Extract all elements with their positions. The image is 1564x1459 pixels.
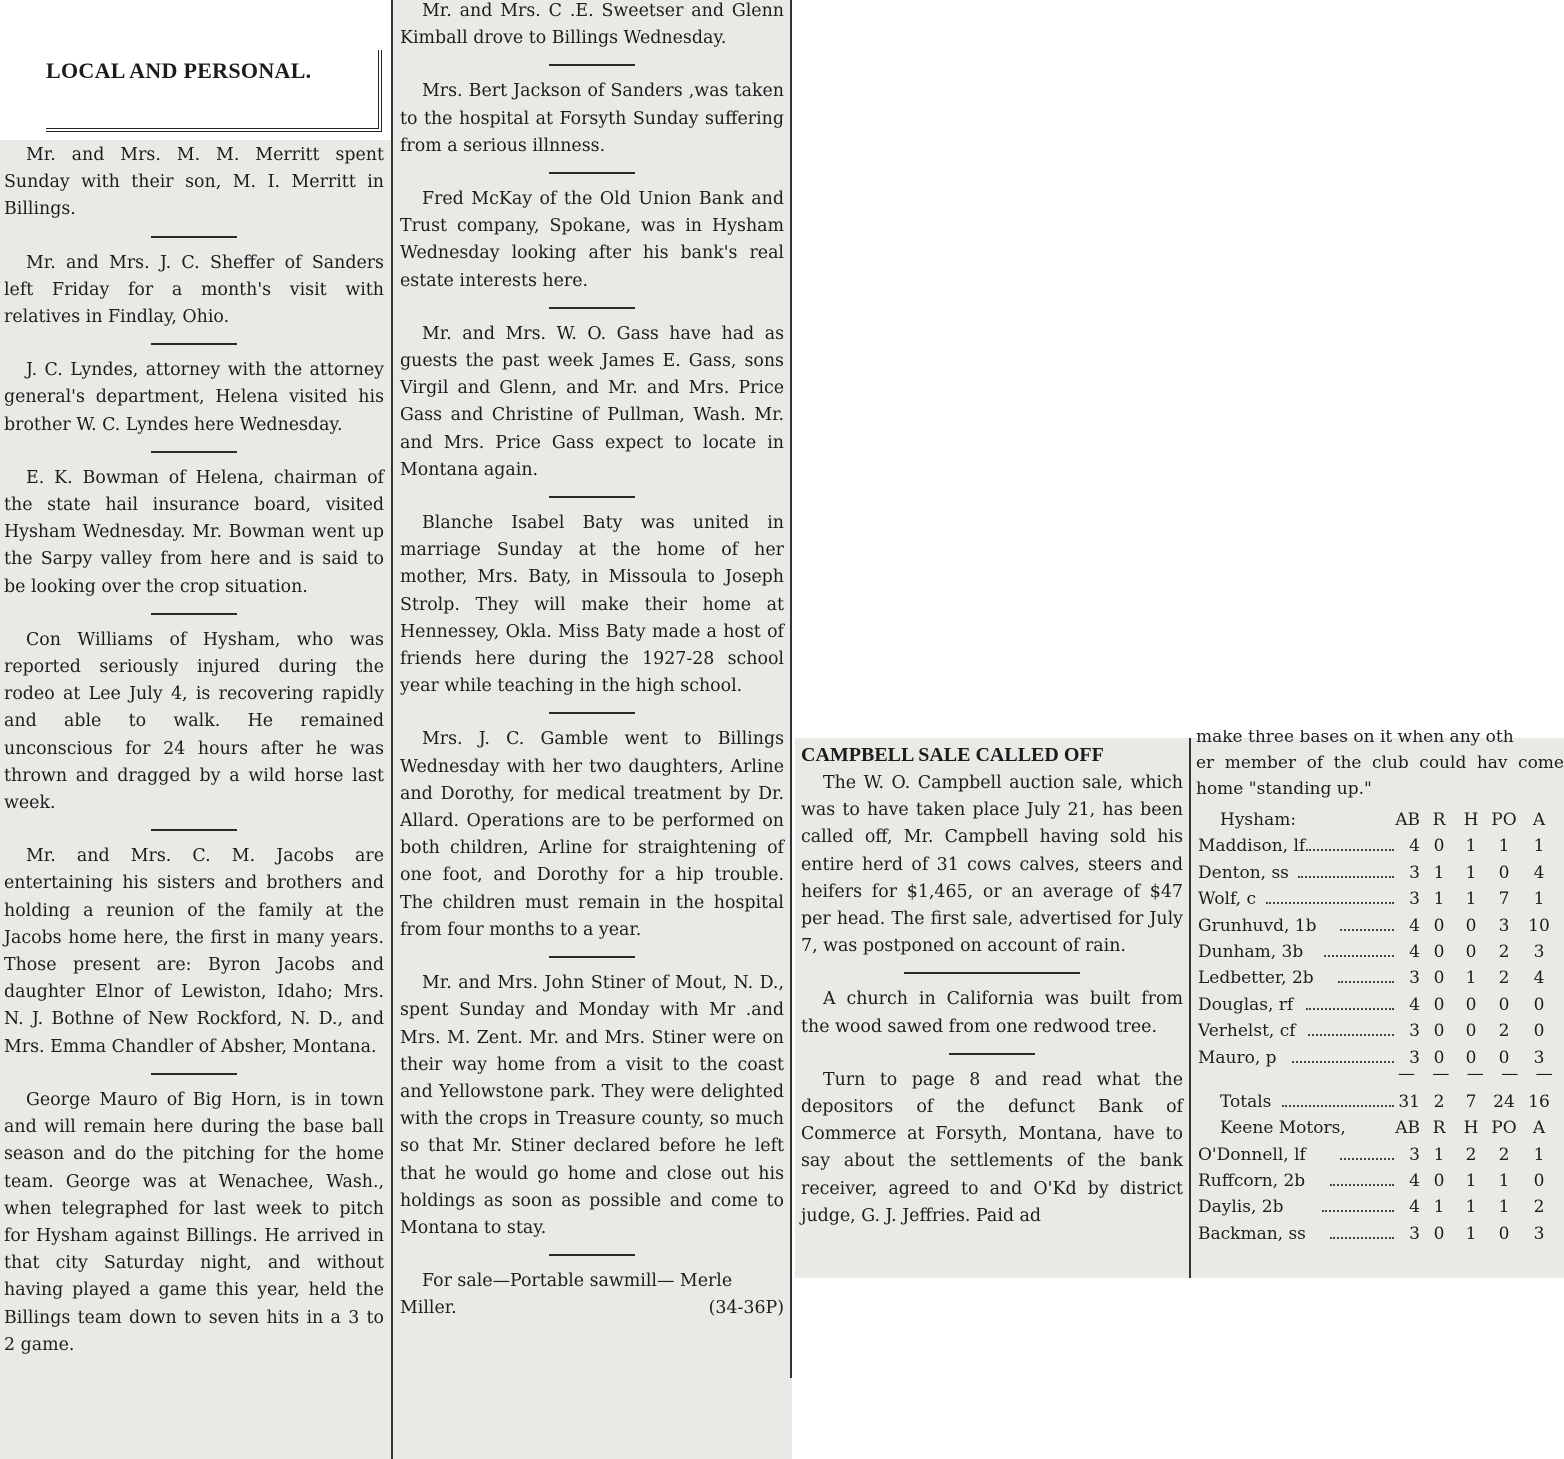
stat-cell: PO	[1491, 1118, 1517, 1139]
stat-cell: 4	[1533, 862, 1545, 883]
table-row	[1198, 965, 1562, 991]
stat-cell: 2	[1498, 941, 1510, 962]
news-item: Mr. and Mrs. C .E. Sweetser and Glenn Kimball drove to Billings Wednesday.	[400, 1, 784, 49]
table-header	[1198, 807, 1562, 833]
news-item: A church in California was built from the wood sawed from one redwood tree.	[801, 989, 1183, 1037]
leader-dots	[1298, 876, 1394, 878]
stat-cell: 0	[1465, 994, 1477, 1015]
stat-cell: 1	[1433, 889, 1445, 910]
stat-cell: 4	[1409, 1197, 1420, 1218]
stat-cell: 0	[1533, 1021, 1545, 1042]
player-name: Daylis, 2b	[1198, 1197, 1284, 1218]
leader-dots	[1340, 929, 1394, 931]
item-divider	[904, 972, 1080, 974]
column-1	[4, 142, 384, 1359]
totals-row	[1198, 1089, 1562, 1115]
baseball-story-lead: er member of the club could hav come home "standing up."	[1196, 753, 1564, 800]
player-name: Hysham:	[1220, 810, 1297, 830]
leader-dots	[1322, 1210, 1394, 1212]
stat-cell: 1	[1533, 889, 1545, 910]
stat-cell: 0	[1465, 1021, 1477, 1042]
news-item: Blanche Isabel Baty was united in marriage Sunday at the home of her mother, Mrs. Baty, in Missoula to Joseph Strolp. They will make their home at Hennessey, Okla. Miss Baty made a host of friends here during the 1927-28 school year while teaching in the high school.	[400, 513, 784, 697]
player-name: Verhelst, cf	[1198, 1021, 1296, 1042]
stat-cell: 16	[1528, 1091, 1550, 1112]
news-item: Mr. and Mrs. John Stiner of Mout, N. D., spent Sunday and Monday with Mr .and Mrs. M. Zent. Mr. and Mrs. Stiner were on their way home from a visit to the coast and Yellowstone park. They were delighted with the crops in Treasure county, so much so that Mr. Stiner declared before he left that he would go home and close out his holdings as soon as possible and come to Montana to stay.	[400, 973, 784, 1238]
player-name: Ruffcorn, 2b	[1198, 1171, 1306, 1192]
table-row	[1198, 1142, 1562, 1168]
table-row	[1198, 1168, 1562, 1194]
item-divider	[151, 451, 237, 453]
table-row	[1198, 1221, 1562, 1247]
item-divider	[549, 172, 635, 174]
player-name: O'Donnell, lf	[1198, 1144, 1306, 1165]
item-divider	[549, 712, 635, 714]
stat-cell: 2	[1533, 1197, 1545, 1218]
classified-ad	[400, 1268, 784, 1322]
stat-cell: R	[1432, 1118, 1446, 1139]
stat-cell: 2	[1498, 1144, 1510, 1165]
player-name: Maddison, lf	[1198, 836, 1306, 857]
leader-dots	[1292, 1061, 1394, 1063]
stat-cell: 3	[1498, 915, 1510, 936]
news-item: Turn to page 8 and read what the depositors of the defunct Bank of Commerce at Forsyth, Montana, have to say about the settlements of the bank receiver, agreed to and O'Kd by district judge, G. J. Jeffries. Paid ad	[801, 1069, 1183, 1226]
item-divider	[151, 829, 237, 831]
box-score	[1198, 807, 1562, 1247]
stat-cell: 3	[1409, 1144, 1420, 1165]
stat-cell: 7	[1465, 1091, 1477, 1112]
leader-dots	[1338, 981, 1394, 983]
stat-cell: 3	[1533, 1047, 1545, 1068]
leader-dots	[1266, 902, 1394, 904]
stat-cell: 1	[1498, 836, 1510, 857]
stat-cell: 24	[1493, 1091, 1515, 1112]
column-rule-1	[391, 0, 393, 1459]
leader-dots	[1330, 1184, 1394, 1186]
stat-cell: 2	[1465, 1144, 1477, 1165]
hysham-totals	[1198, 1089, 1562, 1115]
stat-cell: 1	[1533, 836, 1545, 857]
player-name: Mauro, p	[1198, 1047, 1277, 1068]
section-heading: LOCAL AND PERSONAL.	[46, 58, 312, 83]
stat-cell: A	[1532, 1118, 1546, 1139]
stat-cell: 1	[1465, 889, 1477, 910]
stat-cell: H	[1463, 1118, 1479, 1139]
column-rule-3	[1189, 738, 1191, 1278]
stat-cell: 0	[1433, 915, 1445, 936]
item-divider	[549, 64, 635, 66]
stat-cell: 0	[1433, 836, 1445, 857]
stat-cell: AB	[1395, 1118, 1420, 1139]
cut-off-line: make three bases on it when any oth	[1196, 730, 1514, 747]
item-divider	[549, 496, 635, 498]
stat-cell: 1	[1465, 1223, 1477, 1244]
table-row	[1198, 939, 1562, 965]
stat-cell: 0	[1465, 941, 1477, 962]
stat-cell: 1	[1433, 1197, 1445, 1218]
column-2	[400, 0, 784, 1323]
stat-cell: 0	[1433, 941, 1445, 962]
column-3	[801, 742, 1183, 1230]
stat-cell: 2	[1498, 968, 1510, 989]
item-divider	[151, 1073, 237, 1075]
table-row	[1198, 1194, 1562, 1220]
stat-cell: 0	[1465, 915, 1477, 936]
item-divider	[151, 343, 237, 345]
stat-cell: 1	[1465, 1171, 1477, 1192]
stat-cell: 0	[1498, 1223, 1510, 1244]
hysham-table	[1198, 807, 1562, 1071]
leader-dots	[1282, 1105, 1394, 1107]
news-item: E. K. Bowman of Helena, chairman of the state hail insurance board, visited Hysham Wednesday. Mr. Bowman went up the Sarpy valley from here and is said to be looking over the crop situation.	[4, 467, 384, 597]
news-item: Mr. and Mrs. M. M. Merritt spent Sunday with their son, M. I. Merritt in Billings.	[4, 145, 384, 220]
item-divider	[549, 1254, 635, 1256]
table-header	[1198, 1115, 1562, 1141]
classified-ad-code: (34-36P)	[708, 1298, 784, 1319]
player-name: Keene Motors,	[1220, 1118, 1346, 1139]
stat-cell: 3	[1533, 941, 1545, 962]
item-divider	[549, 307, 635, 309]
stat-cell: 3	[1409, 968, 1420, 989]
stat-cell: 4	[1409, 941, 1420, 962]
stat-cell: 0	[1433, 1047, 1445, 1068]
leader-dots	[1340, 1158, 1394, 1160]
stat-cell: 0	[1433, 1171, 1445, 1192]
item-divider	[151, 236, 237, 238]
stat-cell: 10	[1528, 915, 1550, 936]
news-item: Con Williams of Hysham, who was reported seriously injured during the rodeo at Lee July 4, is recovering rapidly and able to walk. He remained unconscious for 24 hours after he was thrown and dragged by a wild horse last week.	[4, 629, 384, 814]
stat-cell: 1	[1465, 968, 1477, 989]
stat-cell: 0	[1465, 1047, 1477, 1068]
stat-cell: AB	[1395, 810, 1420, 830]
stat-cell: 3	[1409, 1047, 1420, 1068]
table-row	[1198, 833, 1562, 859]
stat-cell: 0	[1433, 1021, 1445, 1042]
table-row	[1198, 913, 1562, 939]
news-item: Fred McKay of the Old Union Bank and Trust company, Spokane, was in Hysham Wednesday looking after his bank's real estate interests here.	[400, 189, 784, 291]
item-divider	[949, 1053, 1035, 1055]
leader-dots	[1324, 955, 1394, 957]
player-name: Totals	[1220, 1091, 1272, 1112]
stat-cell: 7	[1498, 889, 1510, 910]
stat-cell: 1	[1498, 1197, 1510, 1218]
news-item: Mrs. Bert Jackson of Sanders ,was taken to the hospital at Forsyth Sunday suffering from a serious illnness.	[400, 81, 784, 156]
stat-cell: 2	[1498, 1021, 1510, 1042]
stat-cell: 0	[1433, 1223, 1445, 1244]
stat-cell: 3	[1409, 862, 1420, 883]
player-name: Dunham, 3b	[1198, 941, 1304, 962]
stat-cell: 1	[1465, 836, 1477, 857]
stat-cell: 2	[1433, 1091, 1445, 1112]
player-name: Backman, ss	[1198, 1223, 1306, 1244]
item-divider	[151, 613, 237, 615]
keene-table	[1198, 1115, 1562, 1247]
news-item: Mr. and Mrs. J. C. Sheffer of Sanders left Friday for a month's visit with relatives in Findlay, Ohio.	[4, 252, 384, 328]
player-name: Grunhuvd, 1b	[1198, 915, 1317, 936]
news-item: Mrs. J. C. Gamble went to Billings Wednesday with her two daughters, Arline and Dorothy, for medical treatment by Dr. Allard. Operations are to be performed on both children, Arline for straightening of one foot, and Dorothy for a hip trouble. The children must remain in the hospital from four months to a year.	[400, 729, 784, 940]
stat-cell: 4	[1533, 968, 1545, 989]
player-name: Wolf, c	[1198, 889, 1257, 910]
news-item: George Mauro of Big Horn, is in town and will remain here during the base ball season and do the pitching for the home team. George was at Wenachee, Wash., when telegraphed for last week to pitch for Hysham against Billings. He arrived in that city Saturday night, and without having played a game this year, held the Billings team down to seven hits in a 3 to 2 game.	[4, 1089, 384, 1355]
player-name: Denton, ss	[1198, 862, 1289, 883]
stat-cell: 4	[1409, 1171, 1420, 1192]
stat-cell: 0	[1498, 1047, 1510, 1068]
total-dashes: — — — — —	[1398, 1063, 1559, 1084]
table-row	[1198, 886, 1562, 912]
leader-dots	[1308, 1034, 1394, 1036]
stat-cell: A	[1532, 810, 1546, 830]
stat-cell: 3	[1409, 889, 1420, 910]
stat-cell: R	[1432, 810, 1446, 830]
stat-cell: 4	[1409, 836, 1420, 857]
stat-cell: 1	[1533, 1144, 1545, 1165]
stat-cell: 3	[1409, 1021, 1420, 1042]
stat-cell: 0	[1498, 994, 1510, 1015]
stat-cell: 3	[1409, 1223, 1420, 1244]
item-divider	[549, 956, 635, 958]
campbell-heading: CAMPBELL SALE CALLED OFF	[801, 744, 1104, 766]
column-rule-2	[790, 0, 792, 1378]
stat-cell: 3	[1533, 1223, 1545, 1244]
classified-ad-text: For sale—Portable sawmill— Merle Miller.	[400, 1271, 733, 1319]
stat-cell: 4	[1409, 915, 1420, 936]
player-name: Ledbetter, 2b	[1198, 968, 1314, 989]
stat-cell: 0	[1433, 968, 1445, 989]
stat-cell: 31	[1398, 1091, 1420, 1112]
table-row	[1198, 992, 1562, 1018]
table-row	[1198, 860, 1562, 886]
leader-dots	[1330, 1237, 1394, 1239]
news-item: Mr. and Mrs. C. M. Jacobs are entertaining his sisters and brothers and holding a reunion of the family at the Jacobs home here, the first in many years. Those present are: Byron Jacobs and daughter Elnor of Lewiston, Idaho; Mrs. N. J. Bothne of New Rockford, N. D., and Mrs. Emma Chandler of Absher, Montana.	[4, 846, 384, 1057]
leader-dots	[1306, 1008, 1394, 1010]
stat-cell: H	[1463, 810, 1479, 830]
stat-cell: 1	[1465, 862, 1477, 883]
stat-cell: 0	[1498, 862, 1510, 883]
news-item: J. C. Lyndes, attorney with the attorney general's department, Helena visited his brother W. C. Lyndes here Wednesday.	[4, 360, 384, 435]
news-item: The W. O. Campbell auction sale, which was to have taken place July 21, has been called off, Mr. Campbell having sold his entire herd of 31 cows calves, steers and heifers for $1,465, or an average of $47 per head. The first sale, advertised for July 7, was postponed on account of rain.	[801, 773, 1183, 957]
news-item: Mr. and Mrs. W. O. Gass have had as guests the past week James E. Gass, sons Virgil and Glenn, and Mr. and Mrs. Price Gass and Christine of Pullman, Wash. Mr. and Mrs. Price Gass expect to locate in Montana again.	[400, 323, 784, 480]
stat-cell: 0	[1433, 994, 1445, 1015]
stat-cell: 1	[1433, 862, 1445, 883]
stat-cell: 1	[1433, 1144, 1445, 1165]
stat-cell: 1	[1465, 1197, 1477, 1218]
stat-cell: 1	[1498, 1171, 1510, 1192]
player-name: Douglas, rf	[1198, 994, 1294, 1015]
stat-cell: 0	[1533, 994, 1545, 1015]
stat-cell: PO	[1491, 810, 1517, 830]
leader-dots	[1306, 849, 1394, 851]
stat-cell: 4	[1409, 994, 1420, 1015]
stat-cell: 0	[1533, 1171, 1545, 1192]
table-row	[1198, 1018, 1562, 1044]
